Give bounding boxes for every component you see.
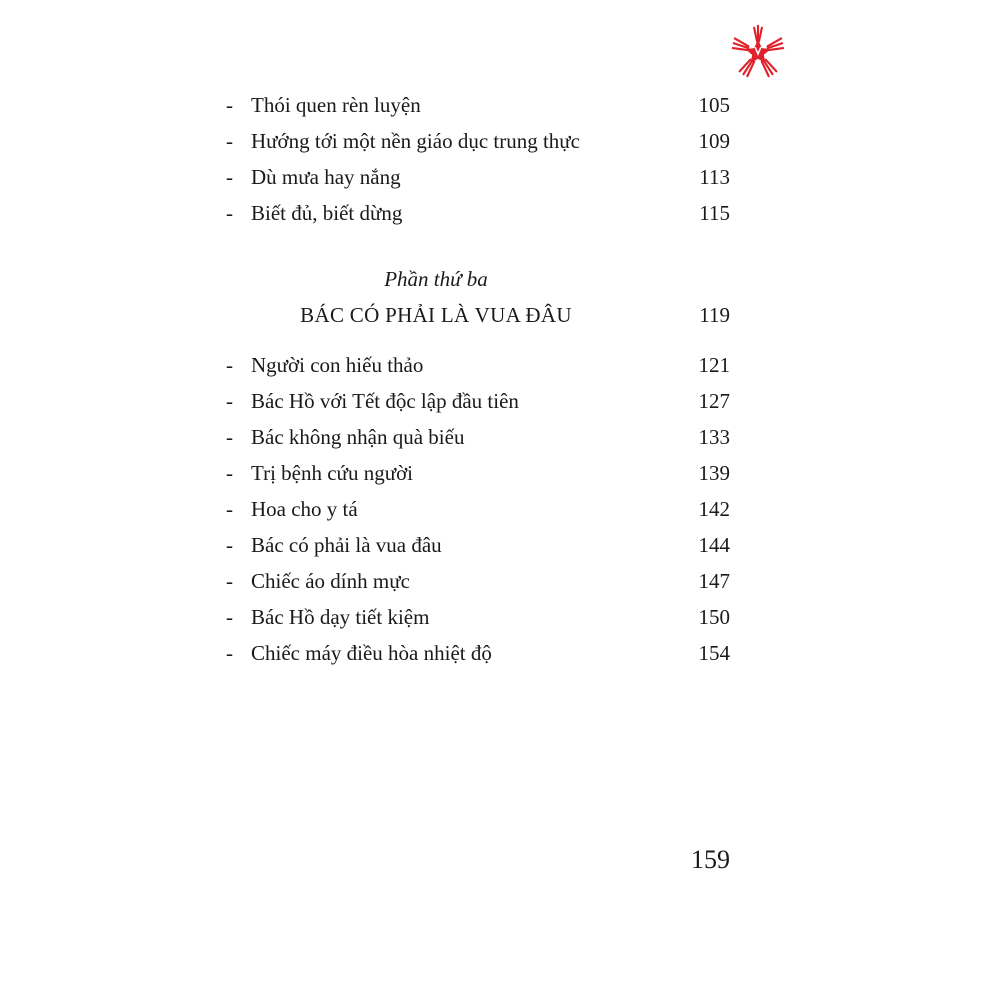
- part-label: Phần thứ ba: [384, 267, 488, 291]
- toc-entry-title: Dù mưa hay nắng: [251, 165, 401, 189]
- toc-entry: [226, 458, 730, 488]
- toc-entry-page: 109: [698, 129, 730, 153]
- toc-dash: -: [226, 425, 233, 449]
- toc-entry: [226, 90, 730, 120]
- toc-dash: -: [226, 641, 233, 665]
- toc-entry-title: Bác có phải là vua đâu: [251, 533, 442, 557]
- toc-entry: [226, 126, 730, 156]
- toc-entry: [226, 422, 730, 452]
- toc-dash: -: [226, 569, 233, 593]
- toc-entry-page: 144: [698, 533, 730, 557]
- toc-entry-title: Bác Hồ với Tết độc lập đầu tiên: [251, 389, 519, 413]
- toc-entry: [226, 386, 730, 416]
- toc-entry-page: 115: [699, 201, 730, 225]
- toc-entry: [226, 350, 730, 380]
- toc-entry-title: Chiếc áo dính mực: [251, 569, 410, 593]
- toc-entry: [226, 494, 730, 524]
- toc-dash: -: [226, 165, 233, 189]
- part-heading: [226, 300, 730, 330]
- toc-entry-title: Hướng tới một nền giáo dục trung thực: [251, 129, 581, 153]
- toc-entry: [226, 162, 730, 192]
- toc-dash: -: [226, 201, 233, 225]
- toc-dash: -: [226, 129, 233, 153]
- toc-entry-title: Chiếc máy điều hòa nhiệt độ: [251, 641, 492, 665]
- toc-entry-title: Người con hiếu thảo: [251, 353, 424, 377]
- toc-dash: -: [226, 93, 233, 117]
- toc-dash: -: [226, 461, 233, 485]
- toc-entry-title: Biết đủ, biết dừng: [251, 201, 403, 225]
- toc-entry-page: 121: [698, 353, 730, 377]
- toc-entry-page: 105: [698, 93, 730, 117]
- toc-entry-page: 133: [698, 425, 730, 449]
- toc-entry: [226, 198, 730, 228]
- toc-entry-page: 150: [698, 605, 730, 629]
- toc-dash: -: [226, 497, 233, 521]
- toc-entry-title: Trị bệnh cứu người: [251, 461, 414, 485]
- toc-entry-page: 127: [698, 389, 730, 413]
- toc-dash: -: [226, 605, 233, 629]
- toc-dash: -: [226, 389, 233, 413]
- toc-entry-title: Thói quen rèn luyện: [251, 93, 421, 117]
- toc-entry-page: 154: [698, 641, 730, 665]
- toc-entry-page: 147: [698, 569, 730, 593]
- toc-entry: [226, 566, 730, 596]
- toc-entry-page: 113: [699, 165, 730, 189]
- toc-entry-title: Bác Hồ dạy tiết kiệm: [251, 605, 430, 629]
- toc-dash: -: [226, 353, 233, 377]
- toc-entry: [226, 530, 730, 560]
- toc-entry: [226, 638, 730, 668]
- toc-entry-page: 139: [698, 461, 730, 485]
- toc-entry-title: Bác không nhận quà biếu: [251, 425, 465, 449]
- part-heading-title: BÁC CÓ PHẢI LÀ VUA ĐÂU: [300, 303, 572, 327]
- toc-entry-title: Hoa cho y tá: [251, 497, 358, 521]
- toc-entry: [226, 602, 730, 632]
- red-star-logo-icon: [729, 22, 787, 80]
- part-heading-page: 119: [699, 303, 730, 327]
- toc-entry-page: 142: [698, 497, 730, 521]
- page-number: 159: [691, 845, 730, 874]
- toc-dash: -: [226, 533, 233, 557]
